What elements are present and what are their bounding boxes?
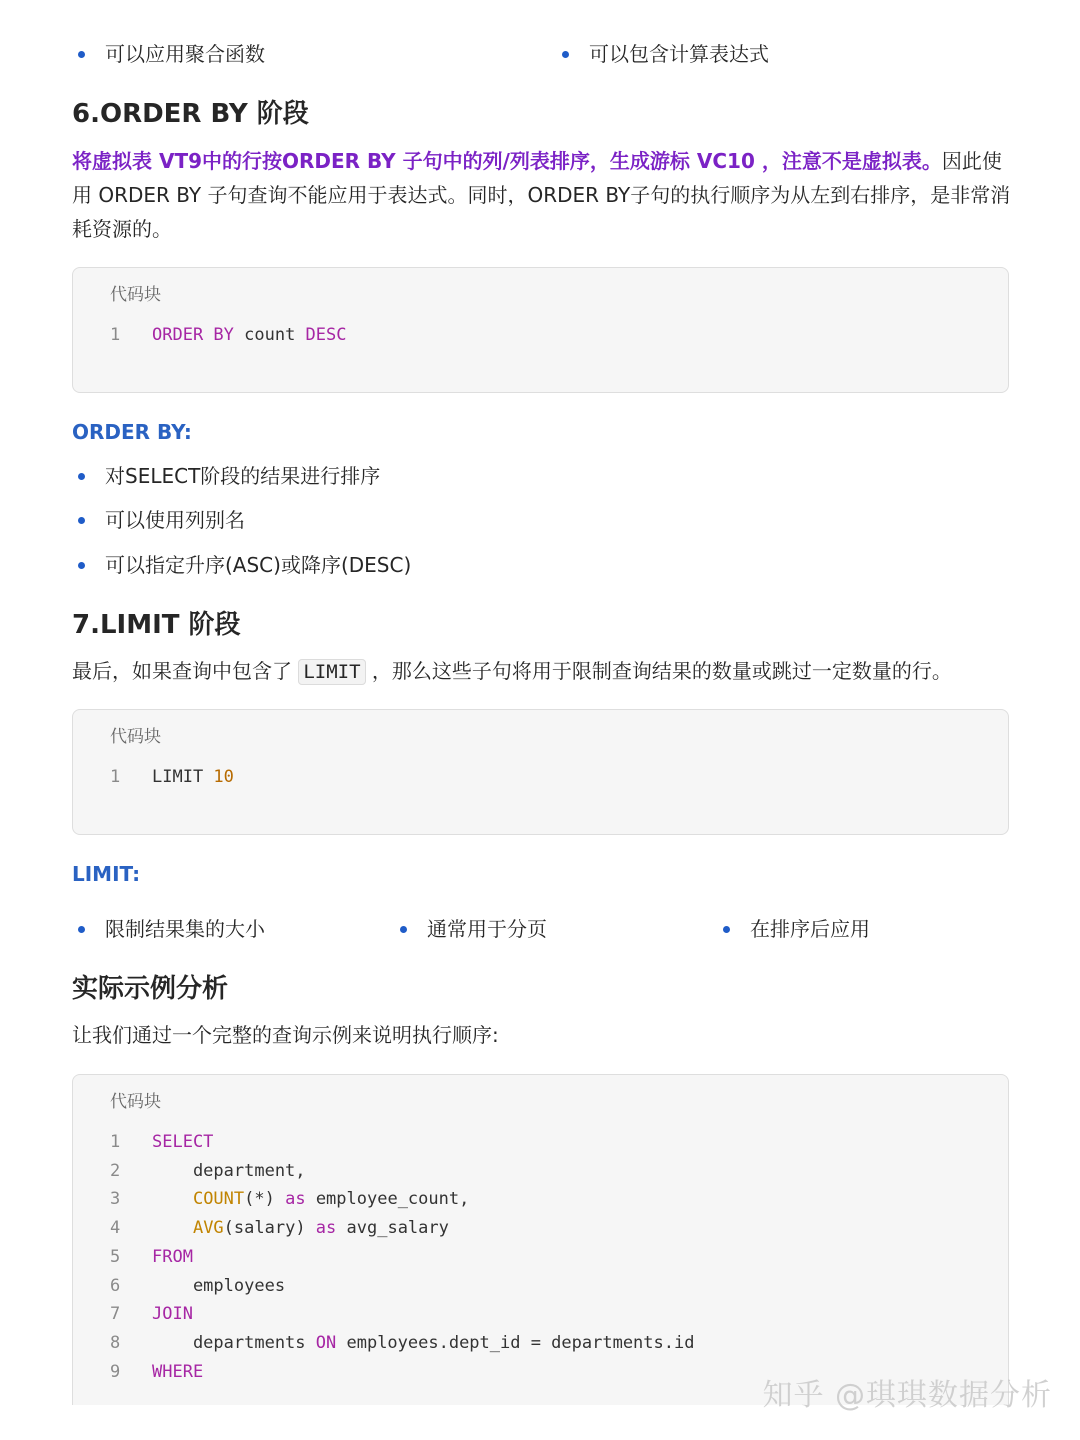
code-token: WHERE	[152, 1361, 204, 1382]
limit-subheading: LIMIT:	[72, 862, 141, 886]
code-token: LIMIT	[152, 767, 214, 787]
code-token: employee_count,	[305, 1189, 470, 1210]
list-item-text: 可以使用列别名	[105, 508, 245, 532]
watermark: 知乎 @琪琪数据分析	[762, 1378, 1052, 1413]
code-token	[152, 1218, 193, 1238]
code-token: SELECT	[152, 1132, 214, 1152]
list-item	[562, 34, 769, 74]
bullet-dot-icon	[400, 926, 407, 933]
line-number: 8	[110, 1332, 121, 1353]
line-number: 4	[110, 1218, 121, 1239]
list-item	[78, 500, 245, 540]
code-token: COUNT	[192, 1189, 245, 1210]
section-6-paragraph	[72, 144, 1012, 246]
section-7-heading: 7.LIMIT 阶段	[72, 610, 241, 640]
code-token: JOIN	[152, 1304, 193, 1325]
bullet-dot-icon	[78, 517, 85, 524]
list-item-text: 对SELECT阶段的结果进行排序	[105, 464, 381, 488]
list-item	[400, 909, 547, 949]
code-line	[110, 1128, 213, 1157]
section-6-heading: 6.ORDER BY 阶段	[72, 99, 309, 129]
example-paragraph: 让我们通过一个完整的查询示例来说明执行顺序:	[72, 1023, 499, 1047]
code-token: DESC	[305, 325, 347, 345]
order-by-subheading: ORDER BY:	[72, 420, 192, 444]
line-number: 9	[110, 1361, 121, 1382]
bullet-dot-icon	[78, 51, 85, 58]
code-token: employees.dept_id = departments.id	[336, 1332, 695, 1353]
code-line	[110, 1358, 203, 1387]
code-block-title: 代码块	[110, 1092, 161, 1112]
bullet-dot-icon	[78, 926, 85, 933]
code-token: count	[233, 325, 306, 345]
line-number: 1	[110, 767, 121, 787]
line-number: 5	[110, 1246, 121, 1267]
list-item-text: 在排序后应用	[750, 917, 870, 941]
line-number: 3	[110, 1189, 121, 1210]
bullet-dot-icon	[78, 473, 85, 480]
code-token: (salary)	[223, 1218, 316, 1239]
code-line	[110, 1272, 285, 1301]
line-number: 6	[110, 1275, 121, 1296]
code-token: department,	[152, 1160, 306, 1181]
list-item-text: 通常用于分页	[427, 917, 547, 941]
code-block-title: 代码块	[110, 727, 161, 747]
code-line	[110, 1243, 193, 1272]
code-block-order-by	[72, 267, 1009, 393]
line-number: 7	[110, 1304, 121, 1325]
code-token: as	[285, 1189, 306, 1210]
code-token: employees	[152, 1275, 286, 1296]
list-item	[78, 34, 265, 74]
code-line	[110, 321, 347, 350]
code-token: AVG	[192, 1218, 224, 1239]
example-heading: 实际示例分析	[72, 974, 229, 1004]
code-line	[110, 1157, 306, 1186]
code-line	[110, 763, 234, 792]
list-item-text: 可以指定升序(ASC)或降序(DESC)	[105, 553, 412, 577]
code-line	[110, 1185, 469, 1214]
code-token: ON	[315, 1332, 337, 1353]
code-token: departments	[152, 1332, 316, 1353]
list-item-text: 限制结果集的大小	[105, 917, 265, 941]
code-line	[110, 1214, 449, 1243]
code-token: avg_salary	[336, 1218, 449, 1239]
inline-code: LIMIT	[298, 659, 365, 685]
code-token: as	[315, 1218, 337, 1239]
section-7-paragraph	[72, 654, 1012, 689]
bullet-dot-icon	[78, 562, 85, 569]
paragraph-text: 因此使用 ORDER BY 子句查询不能应用于表达式。同时，ORDER BY子句的执行顺序为从左到右排序，是非常消耗资源的。	[72, 149, 1011, 241]
code-block-limit	[72, 709, 1009, 835]
list-item	[78, 456, 380, 496]
line-number: 1	[110, 1132, 121, 1152]
list-item-text: 可以包含计算表达式	[589, 42, 769, 66]
highlighted-text: 将虚拟表 VT9中的行按ORDER BY 子句中的列/列表排序，生成游标 VC10 ，注意不是虚拟表。	[72, 149, 942, 173]
list-item	[723, 909, 870, 949]
code-token: 10	[213, 767, 234, 787]
list-item	[78, 909, 265, 949]
line-number: 2	[110, 1160, 121, 1181]
code-line	[110, 1300, 193, 1329]
code-block-title: 代码块	[110, 285, 161, 305]
code-token	[152, 1189, 193, 1209]
code-token: FROM	[152, 1246, 193, 1267]
code-token: ORDER BY	[152, 325, 234, 345]
limit-bullet-row	[0, 909, 1080, 949]
code-token: (*)	[244, 1189, 286, 1210]
bullet-dot-icon	[723, 926, 730, 933]
paragraph-text: 最后，如果查询中包含了	[72, 659, 299, 683]
line-number: 1	[110, 325, 121, 345]
top-bullet-row	[0, 34, 1080, 74]
list-item	[78, 545, 411, 585]
bullet-dot-icon	[562, 51, 569, 58]
paragraph-text: ，那么这些子句将用于限制查询结果的数量或跳过一定数量的行。	[365, 659, 952, 683]
code-line	[110, 1329, 694, 1358]
list-item-text: 可以应用聚合函数	[105, 42, 265, 66]
